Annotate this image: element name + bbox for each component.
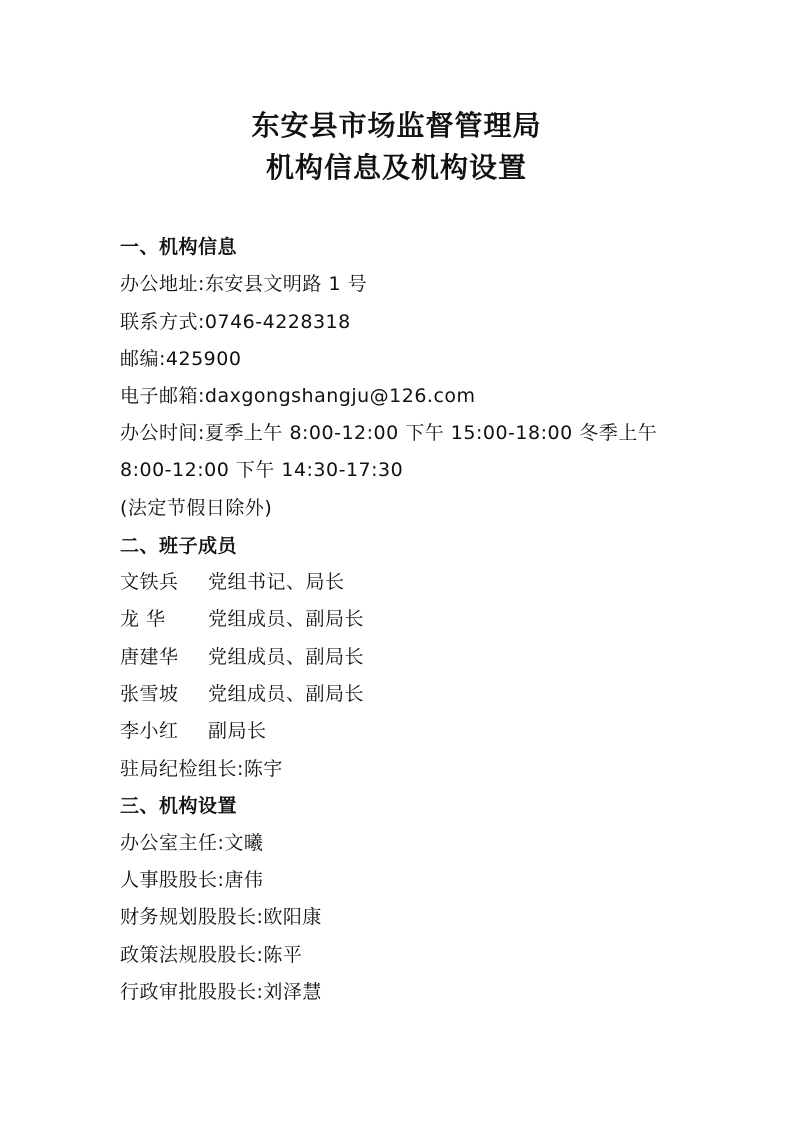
member-role: 党组书记、局长 (208, 571, 345, 593)
department-item: 财务规划股股长:欧阳康 (120, 906, 322, 928)
section-3-heading: 三、机构设置 (120, 795, 238, 817)
member-row (120, 643, 364, 671)
office-hours-note: (法定节假日除外) (120, 497, 273, 519)
department-item: 行政审批股股长:刘泽慧 (120, 981, 322, 1003)
member-row (120, 605, 364, 633)
contact-phone: 联系方式:0746-4228318 (120, 311, 351, 333)
document-title-line-2: 机构信息及机构设置 (265, 151, 527, 184)
department-item: 办公室主任:文曦 (120, 832, 264, 854)
office-address: 办公地址:东安县文明路 1 号 (120, 273, 368, 295)
email: 电子邮箱:daxgongshangju@126.com (120, 385, 476, 407)
discipline-inspector: 驻局纪检组长:陈宇 (120, 758, 283, 780)
member-role: 副局长 (208, 720, 267, 742)
member-name: 张雪坡 (120, 683, 179, 705)
postcode: 邮编:425900 (120, 348, 242, 370)
section-2-heading: 二、班子成员 (120, 535, 238, 557)
department-item: 政策法规股股长:陈平 (120, 944, 303, 966)
member-name: 文铁兵 (120, 571, 179, 593)
member-role: 党组成员、副局长 (208, 683, 365, 705)
section-1-heading: 一、机构信息 (120, 236, 238, 258)
office-hours-line-2: 8:00-12:00 下午 14:30-17:30 (120, 459, 404, 481)
member-name: 龙 华 (120, 608, 166, 630)
member-name: 唐建华 (120, 646, 179, 668)
member-role: 党组成员、副局长 (208, 608, 365, 630)
member-row (120, 717, 267, 745)
office-hours-line-1: 办公时间:夏季上午 8:00-12:00 下午 15:00-18:00 冬季上午 (120, 422, 658, 444)
member-role: 党组成员、副局长 (208, 646, 365, 668)
member-name: 李小红 (120, 720, 179, 742)
member-row (120, 680, 364, 708)
document-title-line-1: 东安县市场监督管理局 (251, 109, 542, 142)
department-item: 人事股股长:唐伟 (120, 869, 264, 891)
member-row (120, 568, 345, 596)
